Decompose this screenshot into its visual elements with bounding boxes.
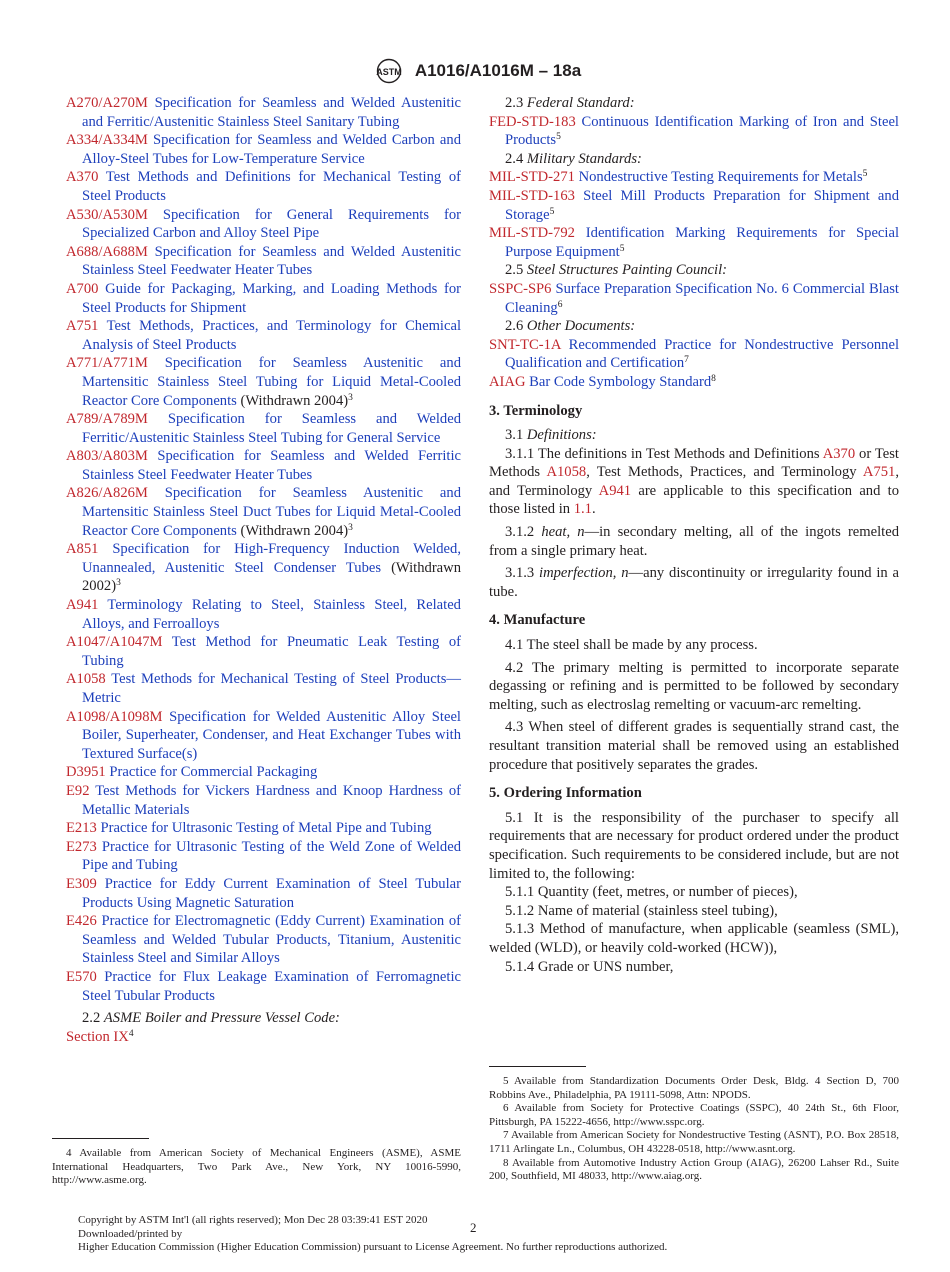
reference-code-link[interactable]: MIL-STD-163 — [489, 187, 575, 204]
reference-code-link[interactable]: A941 — [66, 597, 99, 614]
reference-code-link[interactable]: E213 — [66, 820, 97, 837]
reference-title-link[interactable]: Specification for Seamless and Welded Carbon and Alloy-Steel Tubes for Low-Temperature Service — [82, 132, 461, 167]
reference-title-link[interactable]: Test Methods for Vickers Hardness and Knoop Hardness of Metallic Materials — [82, 782, 462, 818]
reference-code-link[interactable]: E426 — [66, 913, 97, 930]
reference-title-link[interactable]: Steel Mill Products Preparation for Shipment and Storage — [505, 187, 899, 223]
reference-title-link[interactable]: Continuous Identification Marking of Iron and Steel Products — [505, 113, 899, 149]
reference-title-link[interactable]: Test Methods for Mechanical Testing of Steel Products—Metric — [82, 671, 462, 706]
reference-code-link[interactable]: E570 — [66, 968, 97, 985]
footnote-marker: 5 — [619, 243, 625, 254]
reference-entry — [66, 968, 461, 1005]
reference-entry — [66, 280, 461, 317]
reference-title-link[interactable]: Practice for Commercial Packaging — [109, 764, 318, 781]
reference-entry — [66, 410, 461, 447]
subsection-number: 2.5 — [505, 262, 527, 279]
subsection-heading — [489, 317, 899, 336]
reference-title-link[interactable]: Bar Code Symbology Standard — [529, 373, 712, 390]
reference-entry — [489, 187, 899, 224]
svg-text:ASTM: ASTM — [376, 67, 402, 77]
reference-code-link[interactable]: E309 — [66, 875, 97, 892]
section-heading-manufacture: 4. Manufacture — [489, 612, 586, 629]
reference-code-link[interactable]: AIAG — [489, 373, 526, 390]
reference-title-link[interactable]: Test Method for Pneumatic Leak Testing of Tubing — [82, 634, 461, 669]
manufacture-paragraph: 4.1 The steel shall be made by any process. — [505, 637, 758, 654]
reference-entry — [66, 168, 461, 205]
footnote-text: 6 Available from Society for Protective Coatings (SSPC), 40 24th St., 6th Floor, Pittsburgh, PA 15222-4656, http://www.sspc.org. — [489, 1102, 899, 1128]
footer-line-copyright: Copyright by ASTM Int'l (all rights reserved); Mon Dec 28 03:39:41 EST 2020 — [78, 1214, 428, 1226]
reference-title-link[interactable]: Specification for Seamless Austenitic and Martensitic Stainless Steel Tubing for Liquid Metal-Cooled Reactor Core Components — [82, 355, 461, 409]
cross-reference-link[interactable]: A1058 — [546, 464, 587, 481]
section-heading-terminology: 3. Terminology — [489, 402, 583, 419]
subsection-heading — [489, 261, 899, 280]
reference-code-link[interactable]: D3951 — [66, 764, 106, 781]
reference-title-link[interactable]: Test Methods, Practices, and Terminology for Chemical Analysis of Steel Products — [82, 318, 461, 353]
withdrawn-note: (Withdrawn 2002) — [82, 559, 461, 595]
footnote-marker: 3 — [348, 392, 353, 403]
reference-entry — [489, 113, 899, 150]
reference-title-link[interactable]: Practice for Ultrasonic Testing of the Weld Zone of Welded Pipe and Tubing — [82, 838, 462, 874]
reference-code-link[interactable]: A1058 — [66, 671, 106, 688]
reference-title-link[interactable]: Specification for Seamless and Welded Austenitic Stainless Steel Feedwater Heater Tubes — [82, 243, 461, 279]
reference-title-link[interactable]: Specification for General Requirements for Specialized Carbon and Alloy Steel Pipe — [82, 206, 461, 242]
reference-title-link[interactable]: Specification for Seamless and Welded Austenitic and Ferritic/Austenitic Stainless Steel Sanitary Tubing — [82, 95, 461, 130]
page-number: 2 — [470, 1220, 477, 1235]
reference-title-link[interactable]: Practice for Eddy Current Examination of Steel Tubular Products Using Magnetic Saturation — [82, 875, 461, 911]
reference-title-link[interactable]: Terminology Relating to Steel, Stainless Steel, Related Alloys, and Ferroalloys — [82, 597, 461, 632]
reference-title-link[interactable]: Nondestructive Testing Requirements for Metals — [578, 169, 863, 186]
footnote-marker: 5 — [556, 132, 561, 143]
footnote-marker: 3 — [116, 578, 121, 589]
reference-code-link[interactable]: A789/A789M — [66, 411, 148, 428]
cross-reference-link[interactable]: 1.1 — [573, 501, 592, 518]
reference-entry — [66, 206, 461, 243]
reference-entry — [489, 373, 899, 392]
reference-title-link[interactable]: Practice for Electromagnetic (Eddy Current) Examination of Seamless and Welded Tubular Products, Titanium, Austenitic Stainless Steel and Similar Alloys — [82, 913, 462, 967]
subsection-heading — [489, 150, 899, 169]
reference-code-link[interactable]: A751 — [66, 318, 99, 335]
subsection-title: ASME Boiler and Pressure Vessel Code: — [103, 1010, 340, 1027]
footnote-marker: 6 — [557, 299, 563, 310]
subsection-title: Definitions: — [526, 427, 597, 444]
subsection-heading — [489, 426, 899, 445]
paragraph-3-1-1: 3.1.1 The definitions in Test Methods and Definitions A370 or Test Methods A1058, Test Methods, Practices, and Terminology A751, and Terminology A941 are applicable to this specification and to those listed in 1.1. — [489, 445, 899, 518]
right-column — [489, 94, 899, 976]
reference-entry — [66, 912, 461, 968]
ordering-intro-paragraph: 5.1 It is the responsibility of the purchaser to specify all requirements that are necessary for product ordered under the product specification. Such requirements to be considered include, but are not limited to, the following: — [489, 809, 899, 882]
reference-title-link[interactable]: Specification for Seamless Austenitic and Martensitic Stainless Steel Duct Tubes for Liquid Metal-Cooled Reactor Core Components — [82, 485, 461, 539]
withdrawn-note: (Withdrawn 2004) — [240, 522, 349, 539]
subsection-number: 3.1 — [505, 427, 527, 444]
subsection-title: Other Documents: — [526, 318, 636, 335]
footnote-marker: 8 — [711, 373, 716, 384]
reference-title-link[interactable]: Surface Preparation Specification No. 6 Commercial Blast Cleaning — [505, 280, 899, 316]
cross-reference-link[interactable]: A751 — [862, 464, 896, 481]
subsection-number: 2.4 — [505, 150, 527, 167]
reference-entry — [489, 280, 899, 317]
reference-code-link[interactable]: A334/A334M — [66, 132, 148, 149]
ordering-item: 5.1.3 Method of manufacture, when applicable (seamless (SML), welded (WLD), or heavily cold-worked (HCW)), — [489, 921, 899, 956]
subsection-title: Steel Structures Painting Council: — [526, 262, 727, 279]
reference-code-link[interactable]: E92 — [66, 782, 90, 799]
footer-line-downloaded: Downloaded/printed by — [78, 1227, 183, 1240]
footnote-marker: 7 — [684, 355, 689, 366]
reference-code-link[interactable]: A1047/A1047M — [66, 634, 163, 651]
reference-entry — [66, 875, 461, 912]
footnotes-right — [489, 1075, 899, 1184]
subsection-number: 2.6 — [505, 318, 527, 335]
reference-code-link[interactable]: A826/A826M — [66, 485, 148, 502]
footnotes-left — [52, 1147, 461, 1188]
footnote-marker: 5 — [549, 206, 555, 217]
subsection-heading — [489, 94, 899, 113]
page-header — [0, 58, 950, 84]
footnote-marker: 5 — [862, 169, 868, 180]
reference-title-link[interactable]: Practice for Flux Leakage Examination of Ferromagnetic Steel Tubular Products — [82, 968, 461, 1004]
definition-paragraph: 3.1.2 heat, n—in secondary melting, all of the ingots remelted from a single primary heat. — [489, 524, 899, 559]
reference-code-link[interactable]: A851 — [66, 541, 99, 558]
reference-entry — [66, 763, 461, 782]
reference-code-link[interactable]: A270/A270M — [66, 95, 148, 111]
manufacture-paragraph: 4.3 When steel of different grades is sequentially strand cast, the resultant transition material shall be removed using an established procedure that positively separates the grades. — [489, 719, 899, 773]
reference-code-link[interactable]: A700 — [66, 280, 99, 297]
reference-entry — [66, 596, 461, 633]
reference-code-link[interactable]: SSPC-SP6 — [489, 280, 552, 297]
reference-code-link[interactable]: A771/A771M — [66, 355, 148, 372]
reference-code-link[interactable]: FED-STD-183 — [489, 113, 576, 130]
reference-title-link[interactable]: Specification for Seamless and Welded Ferritic/Austenitic Stainless Steel Tubing for General Service — [82, 411, 461, 446]
reference-title-link[interactable]: Identification Marking Requirements for Special Purpose Equipment — [505, 225, 899, 260]
document-designation: A1016/A1016M – 18a — [414, 61, 582, 80]
footnote-text: 8 Available from Automotive Industry Action Group (AIAG), 26200 Lahser Rd., Suite 200, Southfield, MI 48033, http://www.aiag.org. — [489, 1156, 899, 1183]
reference-entry — [66, 447, 461, 484]
reference-code-link[interactable]: A370 — [66, 169, 99, 186]
reference-entry — [66, 540, 461, 596]
reference-entry — [66, 670, 461, 707]
cross-reference-link[interactable]: A941 — [598, 482, 632, 499]
reference-entry — [66, 708, 461, 764]
defined-term: heat, n — [541, 524, 585, 541]
reference-code-link[interactable]: Section IX — [66, 1028, 129, 1045]
reference-code-link[interactable]: SNT-TC-1A — [489, 336, 561, 353]
reference-code-link[interactable]: A530/A530M — [66, 206, 148, 223]
left-column — [66, 94, 461, 1046]
reference-entry — [66, 819, 461, 838]
reference-code-link[interactable]: A1098/A1098M — [66, 708, 163, 725]
reference-title-link[interactable]: Guide for Packaging, Marking, and Loading Methods for Steel Products for Shipment — [82, 280, 461, 316]
reference-entry — [66, 317, 461, 354]
manufacture-paragraph: 4.2 The primary melting is permitted to incorporate separate degassing or refining and is permitted to be followed by secondary melting, such as electroslag remelting or vacuum-arc remelting. — [489, 659, 899, 713]
reference-entry — [66, 131, 461, 168]
reference-code-link[interactable]: A688/A688M — [66, 243, 148, 260]
footnote-rule-right — [489, 1066, 586, 1067]
reference-entry — [489, 224, 899, 261]
ordering-item: 5.1.4 Grade or UNS number, — [505, 958, 674, 975]
astm-logo-icon — [369, 58, 409, 84]
ordering-item: 5.1.1 Quantity (feet, metres, or number of pieces), — [505, 884, 798, 901]
reference-entry — [66, 94, 461, 131]
footnote-text: 5 Available from Standardization Documents Order Desk, Bldg. 4 Section D, 700 Robbins Ave., Philadelphia, PA 19111-5098, Attn: NPODS. — [489, 1075, 899, 1101]
subsection-number: 2.3 — [505, 95, 527, 111]
reference-title-link[interactable]: Specification for High-Frequency Induction Welded, Unannealed, Austenitic Steel Condenser Tubes — [82, 541, 461, 576]
reference-code-link[interactable]: E273 — [66, 838, 97, 855]
reference-title-link[interactable]: Specification for Welded Austenitic Alloy Steel Boiler, Superheater, Condenser, and Heat Exchanger Tubes with Textured Surface(s) — [82, 708, 461, 762]
ordering-item: 5.1.2 Name of material (stainless steel tubing), — [505, 902, 778, 919]
footnote-text: 4 Available from American Society of Mechanical Engineers (ASME), ASME International Headquarters, Two Park Ave., New York, NY 10016-5990, http://www.asme.org. — [52, 1147, 461, 1187]
reference-code-link[interactable]: MIL-STD-271 — [489, 169, 575, 186]
footer-line-license: Higher Education Commission (Higher Education Commission) pursuant to License Agreement. No further reproductions authorized. — [78, 1241, 668, 1254]
definition-paragraph: 3.1.3 imperfection, n—any discontinuity or irregularity found in a tube. — [489, 565, 899, 600]
cross-reference-link[interactable]: A370 — [822, 445, 856, 462]
footnote-text: 7 Available from American Society for Nondestructive Testing (ASNT), P.O. Box 28518, 1711 Arlingate Ln., Columbus, OH 43228-0518, http://www.asnt.org. — [489, 1129, 899, 1155]
reference-code-link[interactable]: A803/A803M — [66, 448, 148, 465]
reference-title-link[interactable]: Practice for Ultrasonic Testing of Metal Pipe and Tubing — [100, 820, 432, 837]
subsection-heading — [66, 1009, 461, 1028]
reference-entry — [66, 838, 461, 875]
copyright-footer — [78, 1214, 898, 1255]
footnote-rule-left — [52, 1138, 149, 1139]
subsection-title: Federal Standard: — [526, 95, 635, 111]
subsection-title: Military Standards: — [526, 150, 642, 167]
subsection-number: 2.2 — [82, 1010, 104, 1027]
reference-entry — [489, 168, 899, 187]
reference-entry — [66, 354, 461, 410]
reference-title-link[interactable]: Recommended Practice for Nondestructive Personnel Qualification and Certification — [505, 336, 900, 372]
defined-term: imperfection, n — [539, 565, 629, 582]
reference-title-link[interactable]: Test Methods and Definitions for Mechanical Testing of Steel Products — [82, 169, 461, 204]
reference-entry — [66, 484, 461, 540]
reference-entry — [66, 633, 461, 670]
reference-entry — [489, 336, 899, 373]
footnote-marker: 3 — [348, 522, 353, 533]
footnote-marker: 4 — [128, 1028, 134, 1039]
reference-title-link[interactable]: Specification for Seamless and Welded Ferritic Stainless Steel Feedwater Heater Tubes — [82, 448, 461, 483]
withdrawn-note: (Withdrawn 2004) — [240, 392, 349, 409]
reference-code-link[interactable]: MIL-STD-792 — [489, 225, 575, 242]
section-heading-ordering: 5. Ordering Information — [489, 785, 642, 802]
reference-entry — [66, 782, 461, 819]
reference-entry — [66, 243, 461, 280]
reference-entry — [66, 1028, 461, 1047]
